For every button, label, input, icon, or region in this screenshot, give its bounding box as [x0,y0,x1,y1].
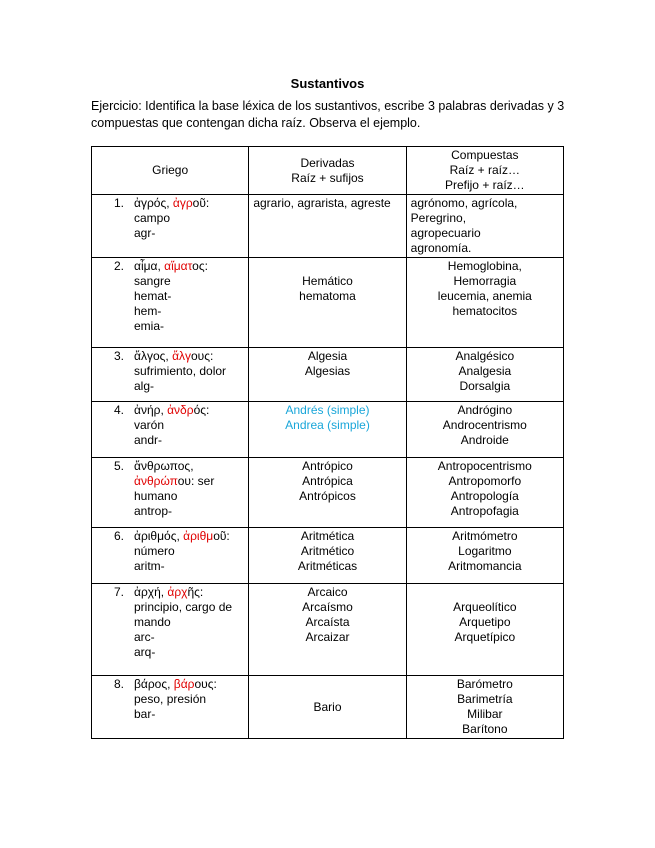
compuestas-cell: Arqueolítico Arquetipo Arquetípico [406,584,563,676]
compuestas-cell: agrónomo, agrícola, Peregrino, agropecuario agronomía. [406,195,563,258]
derivadas-cell: Aritmética Aritmético Aritméticas [249,528,406,584]
greek-cell: 8. βάρος, βάρους: peso, presión bar- [92,676,249,739]
compuestas-cell: Hemoglobina, Hemorragia leucemia, anemia hematocitos [406,258,563,348]
greek-cell: 3. ἄλγος, ἄλγους: sufrimiento, dolor alg- [92,348,249,402]
greek-cell: 6. ἀριθμός, ἀριθμοῦ: número aritm- [92,528,249,584]
table-row [92,584,564,676]
page-title: Sustantivos [290,76,365,91]
derivadas-cell: Andrés (simple) Andrea (simple) [249,402,406,458]
derivadas-cell: Bario [249,676,406,739]
greek-cell: 5. ἄνθρωπος, ἀνθρώπου: ser humano antrop- [92,458,249,528]
table-row [92,258,564,348]
compuestas-cell: Barómetro Barimetría Milibar Barítono [406,676,563,739]
compuestas-cell: Andrógino Androcentrismo Androide [406,402,563,458]
derivadas-cell: agrario, agrarista, agreste [249,195,406,258]
greek-cell: 1. ἀγρός, ἀγροῦ: campo agr- [92,195,249,258]
compuestas-cell: Analgésico Analgesia Dorsalgia [406,348,563,402]
table-row [92,195,564,258]
vocabulary-table [91,146,564,739]
derivadas-cell: Arcaico Arcaísmo Arcaísta Arcaizar [249,584,406,676]
header-compuestas: Compuestas Raíz + raíz… Prefijo + raíz… [406,147,563,195]
table-row [92,458,564,528]
header-derivadas: Derivadas Raíz + sufijos [249,147,406,195]
table-row [92,402,564,458]
greek-cell: 7. ἀρχή, ἀρχῆς: principio, cargo de mando arc- arq- [92,584,249,676]
header-griego: Griego [92,147,249,195]
derivadas-cell: Antrópico Antrópica Antrópicos [249,458,406,528]
instructions: Ejercicio: Identifica la base léxica de los sustantivos, escribe 3 palabras derivadas y 3 compuestas que contengan dicha raíz. Observa el ejemplo. [91,99,565,130]
greek-cell: 4. ἀνήρ, ἀνδρός: varón andr- [92,402,249,458]
compuestas-cell: Aritmómetro Logaritmo Aritmomancia [406,528,563,584]
table-header-row [92,147,564,195]
greek-cell: 2. αἷμα, αἵματος: sangre hemat- hem- emia- [92,258,249,348]
derivadas-cell: Hemático hematoma [249,258,406,348]
table-row [92,676,564,739]
table-row [92,528,564,584]
table-row [92,348,564,402]
derivadas-cell: Algesia Algesias [249,348,406,402]
compuestas-cell: Antropocentrismo Antropomorfo Antropología Antropofagia [406,458,563,528]
